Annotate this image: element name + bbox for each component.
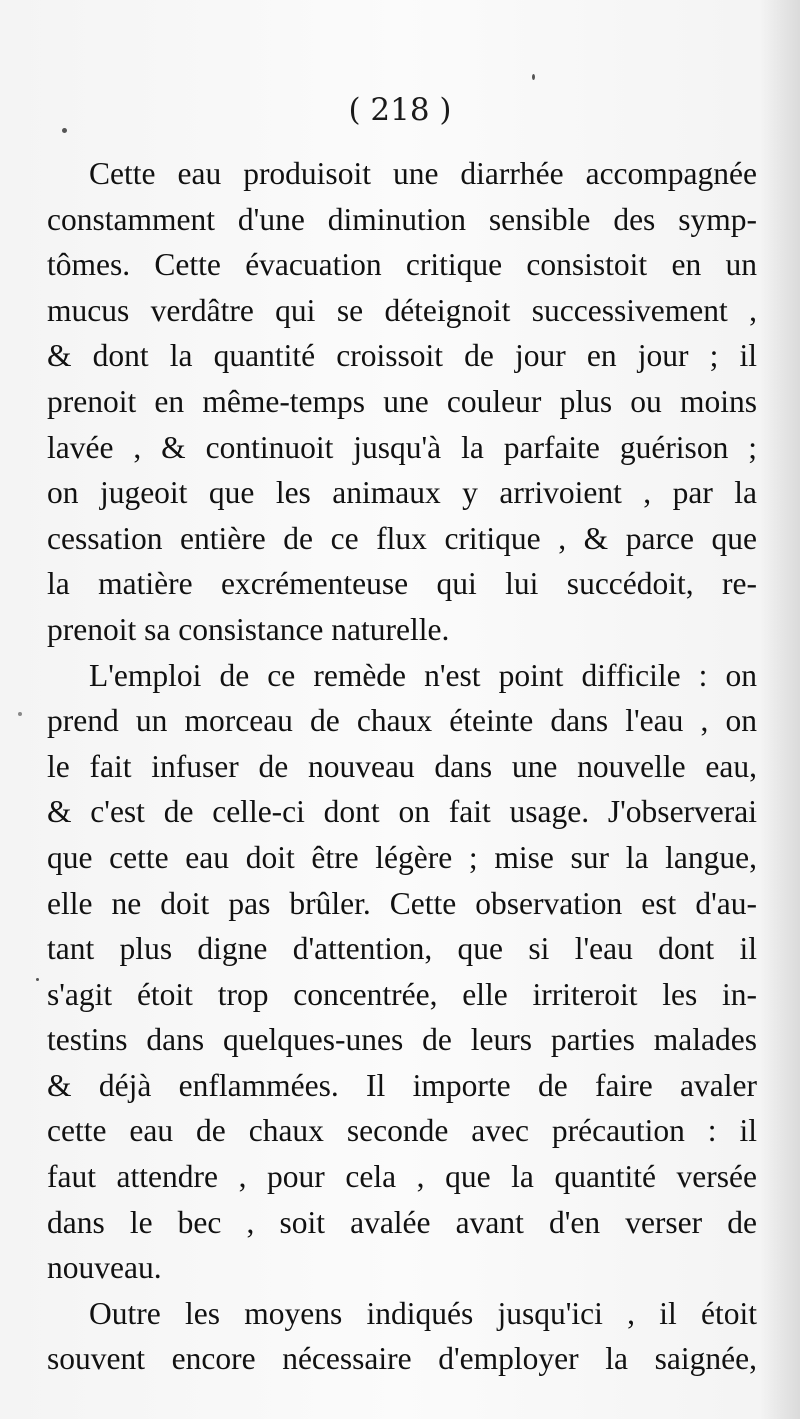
- ink-speck: [532, 74, 535, 80]
- text-line: elle ne doit pas brûler. Cette observation est d'au-: [47, 885, 757, 921]
- text-line: prend un morceau de chaux éteinte dans l'eau , on: [47, 703, 757, 739]
- text-line: & c'est de celle-ci dont on fait usage. J'observerai: [47, 794, 757, 830]
- text-line: testins dans quelques-unes de leurs parties malades: [47, 1022, 757, 1058]
- text-line: constamment d'une diminution sensible des symp-: [47, 201, 757, 237]
- text-line: prenoit en même-temps une couleur plus ou moins: [47, 383, 757, 419]
- text-line: Outre les moyens indiqués jusqu'ici , il étoit: [89, 1295, 757, 1331]
- text-line: souvent encore nécessaire d'employer la saignée,: [47, 1341, 757, 1377]
- ink-speck: [18, 712, 22, 716]
- text-line: s'agit étoit trop concentrée, elle irriteroit les in-: [47, 976, 757, 1012]
- text-line: on jugeoit que les animaux y arrivoient , par la: [47, 475, 757, 511]
- ink-speck: [62, 128, 67, 133]
- text-line: le fait infuser de nouveau dans une nouvelle eau,: [47, 748, 757, 784]
- text-line: nouveau.: [47, 1250, 162, 1286]
- text-line: & dont la quantité croissoit de jour en jour ; il: [47, 338, 757, 374]
- text-line: cessation entière de ce flux critique , & parce que: [47, 520, 757, 556]
- text-line: dans le bec , soit avalée avant d'en verser de: [47, 1204, 757, 1240]
- ink-speck: [36, 978, 39, 981]
- body-text: [47, 151, 757, 1382]
- text-line: cette eau de chaux seconde avec précaution : il: [47, 1113, 757, 1149]
- text-line: que cette eau doit être légère ; mise sur la langue,: [47, 839, 757, 875]
- text-line: mucus verdâtre qui se déteignoit successivement ,: [47, 292, 757, 328]
- text-line: la matière excrémenteuse qui lui succédoit, re-: [47, 566, 757, 602]
- text-line: tant plus digne d'attention, que si l'eau dont il: [47, 931, 757, 967]
- text-line: Cette eau produisoit une diarrhée accompagnée: [89, 156, 757, 191]
- text-line: & déjà enflammées. Il importe de faire avaler: [47, 1067, 757, 1103]
- page-edge-shadow: [760, 0, 800, 1419]
- text-line: lavée , & continuoit jusqu'à la parfaite guérison ;: [47, 429, 757, 465]
- page-number: ( 218 ): [348, 92, 452, 128]
- text-line: L'emploi de ce remède n'est point difficile : on: [89, 657, 757, 693]
- text-line: faut attendre , pour cela , que la quantité versée: [47, 1159, 757, 1195]
- text-line: tômes. Cette évacuation critique consistoit en un: [47, 247, 757, 283]
- text-line: prenoit sa consistance naturelle.: [47, 611, 450, 647]
